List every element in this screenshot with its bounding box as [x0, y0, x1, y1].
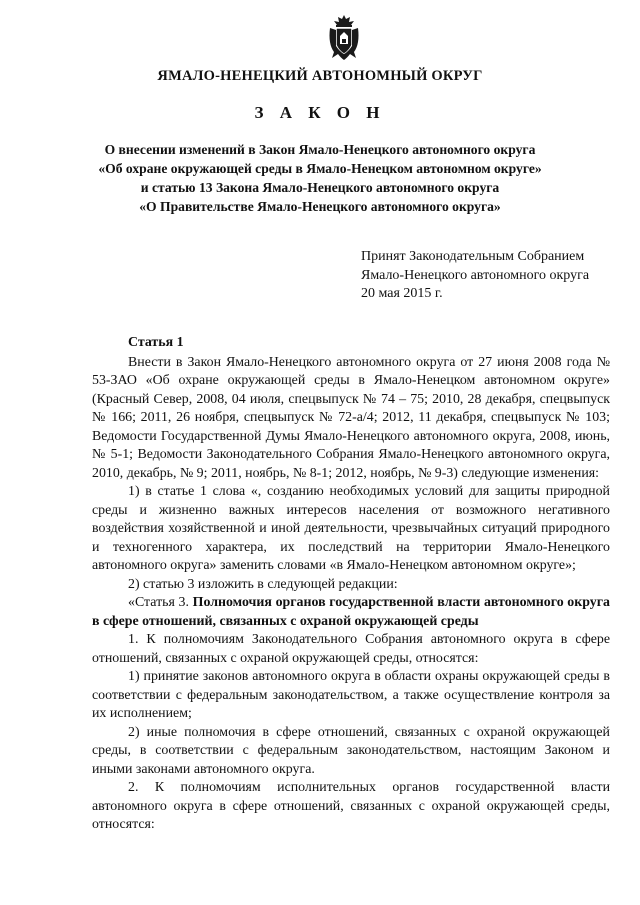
- adoption-note: [361, 248, 589, 304]
- law-subject: [60, 140, 580, 216]
- article-3-prefix: «Статья 3.: [128, 595, 193, 610]
- law-body: [92, 334, 610, 835]
- paragraph: 1) принятие законов автономного округа в области охраны окружающей среды в соответствии с федеральным законодательством, а также осуществление контроля за их исполнением;: [92, 669, 610, 721]
- adoption-line: Ямало-Ненецкого автономного округа: [361, 267, 590, 283]
- paragraph-article-3-title: [92, 594, 610, 631]
- adoption-line: Принят Законодательным Собранием: [361, 249, 585, 264]
- subject-line: и статью 13 Закона Ямало-Ненецкого автономного округа: [140, 180, 500, 195]
- paragraph: 2) статью 3 изложить в следующей редакции:: [128, 576, 398, 592]
- coat-of-arms-icon: [326, 14, 362, 62]
- paragraph: Внести в Закон Ямало-Ненецкого автономного округа от 27 июня 2008 года № 53-ЗАО «Об охране окружающей среды в Ямало-Ненецком автономном округе» (Красный Север, 2008, 04 июля, спецвыпуск № 74 – 75; 2010, 28 декабря, спецвыпуск № 166; 2011, 26 ноября, спецвыпуск № 72-а/4; 2012, 11 декабря, спецвыпуск № 103; Ведомости Государственной Думы Ямало-Ненецкого автономного округа, 2008, июнь, № 5-1; Ведомости Законодательного Собрания Ямало-Ненецкого автономного округа, 2010, декабрь, № 9; 2011, ноябрь, № 8-1; 2012, ноябрь, № 9-3) следующие изменения:: [92, 354, 610, 481]
- region-name: ЯМАЛО-НЕНЕЦКИЙ АВТОНОМНЫЙ ОКРУГ: [157, 68, 483, 84]
- paragraph: 2. К полномочиям исполнительных органов государственной власти автономного округа в сфере отношений, связанных с охраной окружающей среды, относятся:: [92, 780, 610, 832]
- document-type: З А К О Н: [254, 103, 386, 122]
- subject-line: «Об охране окружающей среды в Ямало-Ненецком автономном округе»: [98, 161, 542, 176]
- coat-of-arms-graphic: [326, 14, 362, 62]
- subject-line: О внесении изменений в Закон Ямало-Ненецкого автономного округа: [104, 142, 536, 157]
- subject-line: «О Правительстве Ямало-Ненецкого автономного округа»: [139, 199, 501, 214]
- adoption-date: 20 мая 2015 г.: [361, 286, 443, 301]
- article-3-title: Полномочия органов государственной власти автономного округа в сфере отношений, связанных с охраной окружающей среды: [92, 595, 610, 629]
- paragraph: 1. К полномочиям Законодательного Собрания автономного округа в сфере отношений, связанных с охраной окружающей среды, относятся:: [92, 632, 610, 666]
- article-heading: Статья 1: [128, 335, 184, 350]
- paragraph: 1) в статье 1 слова «, созданию необходимых условий для защиты природной среды и жизненно важных интересов населения от возможного негативного воздействия хозяйственной и иной деятельности, чрезвычайных ситуаций природного и техногенного характера, их последствий на территории Ямало-Ненецкого автономного округа» заменить словами «в Ямало-Ненецком автономном округе»;: [92, 484, 610, 573]
- paragraph: 2) иные полномочия в сфере отношений, связанных с охраной окружающей среды, в соответствии с федеральным законодательством, настоящим Законом и иными законами автономного округа.: [92, 724, 610, 777]
